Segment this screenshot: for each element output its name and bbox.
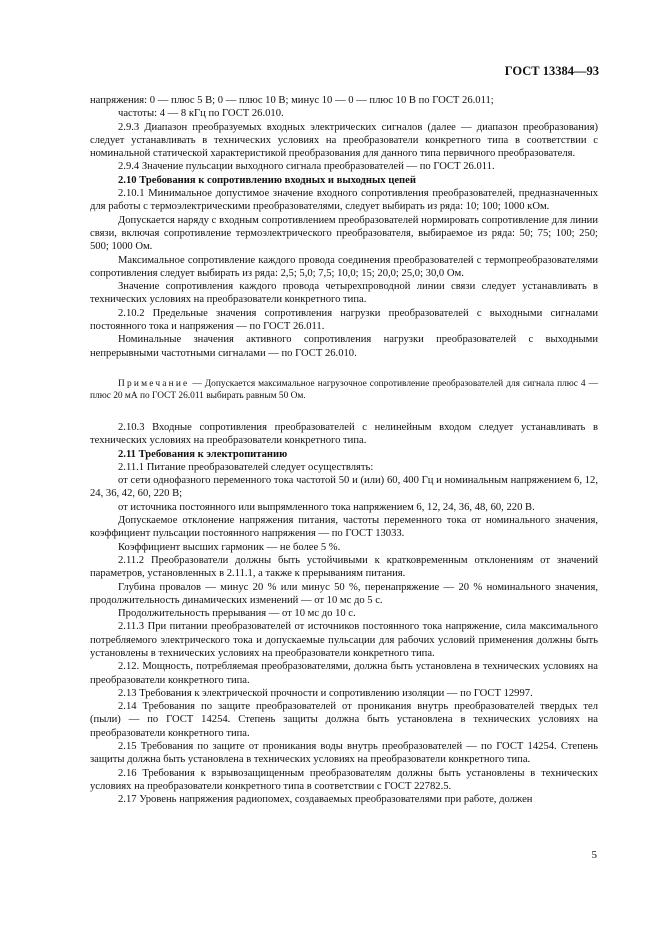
paragraph: Коэффициент высших гармоник — не более 5 %.: [118, 541, 341, 553]
paragraph: от источника постоянного или выпрямленного тока напряжением 6, 12, 24, 36, 48, 60, 220 В.: [118, 501, 535, 513]
paragraph: Номинальные значения активного сопротивления нагрузки преобразователей с выходными непрерывными частотными сигналами — по ГОСТ 26.010.: [90, 334, 598, 359]
paragraph: 2.10.3 Входные сопротивления преобразователей с нелинейным входом следует устанавливать в технических условиях на преобразователи конкретного типа.: [90, 421, 598, 447]
paragraph: 2.14 Требования по защите преобразователей от проникания внутрь преобразователей твердых тел (пыли) — по ГОСТ 14254. Степень защиты должна быть установлена в технических условиях на преобразователи конкретного типа.: [90, 701, 598, 739]
paragraph: 2.12. Мощность, потребляемая преобразователями, должна быть установлена в технических условиях на преобразователи конкретного типа.: [90, 661, 598, 686]
document-code-header: ГОСТ 13384—93: [504, 64, 599, 78]
paragraph: 2.11.3 При питании преобразователей от источников постоянного тока напряжение, сила максимального потребляемого электрического тока и допускаемые пульсации для рабочих условий применения должны быть установлены в технических условиях на преобразователи конкретного типа.: [90, 621, 598, 659]
paragraph: 2.9.3 Диапазон преобразуемых входных электрических сигналов (далее — диапазон преобразования) следует устанавливать в технических условиях на преобразователи конкретного типа в соответствии с номинальной статической характеристикой преобразования для данного типа первичного преобразователя.: [90, 121, 598, 160]
paragraph: Глубина провалов — минус 20 % или минус 50 %, перенапряжение — 20 % номинального значения, продолжительность динамических изменений — от 10 мс до 5 с.: [90, 581, 598, 606]
paragraph: Значение сопротивления каждого провода четырехпроводной линии связи следует устанавливать в технических условиях на преобразователи конкретного типа.: [90, 281, 598, 306]
paragraph: 2.9.4 Значение пульсации выходного сигнала преобразователей — по ГОСТ 26.011.: [118, 161, 495, 173]
document-body: [90, 94, 598, 807]
paragraph: Максимальное сопротивление каждого провода соединения преобразователей с термопреобразователями сопротивления следует выбирать из ряда: 2,5; 5,0; 7,5; 10,0; 15; 20,0; 25,0; 30,0 Ом.: [90, 254, 598, 279]
paragraph: напряжения: 0 — плюс 5 В; 0 — плюс 10 В; минус 10 — 0 — плюс 10 В по ГОСТ 26.011;: [90, 95, 494, 106]
paragraph: Допускаемое отклонение напряжения питания, частоты переменного тока от номинального значения, коэффициент пульсации постоянного напряжения — по ГОСТ 13033.: [90, 515, 598, 540]
section-heading: 2.11 Требования к электропитанию: [118, 448, 288, 460]
section-heading: 2.10 Требования к сопротивлению входных и выходных цепей: [118, 174, 416, 186]
paragraph: 2.10.1 Минимальное допустимое значение входного сопротивления преобразователей, предназначенных для работы с термоэлектрическими преобразователями, следует выбирать из ряда: 10; 100; 1000 кОм.: [90, 188, 598, 213]
note-text: — Допускается максимальное нагрузочное сопротивление преобразователей для сигнала плюс 4 — плюс 20 мА по ГОСТ 26.011 выбирать равным 50 Ом.: [90, 378, 598, 402]
paragraph: 2.11.1 Питание преобразователей следует осуществлять:: [118, 461, 374, 473]
note-label: Примечание: [118, 378, 190, 389]
paragraph: 2.10.2 Предельные значения сопротивления нагрузки преобразователей с выходными сигналами постоянного тока и напряжения — по ГОСТ 26.011.: [90, 307, 598, 333]
paragraph: 2.17 Уровень напряжения радиопомех, создаваемых преобразователями при работе, должен: [118, 794, 533, 806]
paragraph: Продолжительность прерывания — от 10 мс до 10 с.: [118, 608, 356, 620]
paragraph: Допускается наряду с входным сопротивлением преобразователей нормировать сопротивление для линии связи, включая сопротивление термоэлектрического преобразователя, выбираемое из ряда: 50; 75; 100; 250; 500; 1000 Ом.: [90, 214, 598, 253]
paragraph: 2.11.2 Преобразователи должны быть устойчивыми к кратковременным отклонениям от значений параметров, установленных в 2.11.1, а также к прерываниям питания.: [90, 554, 598, 580]
paragraph: 2.15 Требования по защите от проникания воды внутрь преобразователей — по ГОСТ 14254. Степень защиты должна быть установлена в технических условиях на преобразователи конкретного типа.: [90, 741, 598, 766]
note: [90, 378, 598, 403]
page-number: 5: [591, 849, 597, 861]
paragraph: от сети однофазного переменного тока частотой 50 и (или) 60, 400 Гц и номинальным напряжением 6, 12, 24, 36, 42, 60, 220 В;: [90, 475, 598, 500]
paragraph: 2.16 Требования к взрывозащищенным преобразователям должны быть установлены в технических условиях на преобразователи конкретного типа в соответствии с ГОСТ 22782.5.: [90, 767, 598, 792]
paragraph: 2.13 Требования к электрической прочности и сопротивлению изоляции — по ГОСТ 12997.: [118, 687, 533, 699]
paragraph: частоты: 4 — 8 кГц по ГОСТ 26.010.: [118, 108, 284, 120]
